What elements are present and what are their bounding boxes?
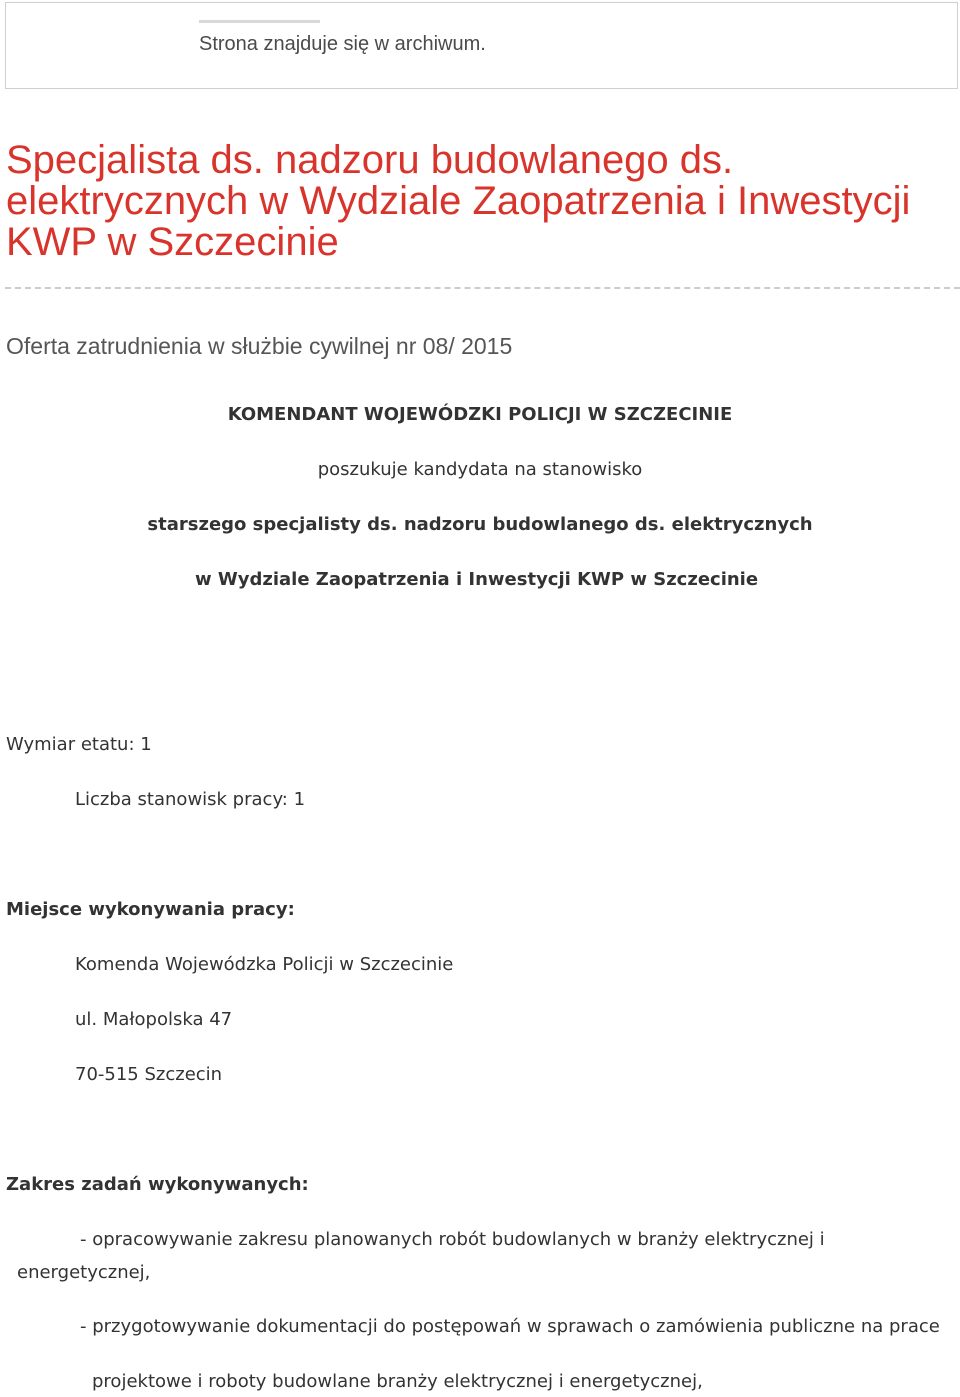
archive-notice-box [5, 2, 958, 89]
miejsce-line-3: 70-515 Szczecin [75, 1064, 223, 1085]
wymiar-etatu: Wymiar etatu: 1 [6, 734, 152, 755]
header-seeking: poszukuje kandydata na stanowisko [317, 459, 643, 480]
zakres-item-1: - opracowywanie zakresu planowanych robót budowlanych w branży elektrycznej i [80, 1229, 825, 1250]
miejsce-line-2: ul. Małopolska 47 [75, 1009, 233, 1030]
offer-subtitle: Oferta zatrudnienia w służbie cywilnej nr 08/ 2015 [6, 333, 513, 359]
zakres-item-2-cont: projektowe i roboty budowlane branży elektrycznej i energetycznej, [92, 1371, 703, 1392]
title-divider [5, 287, 960, 289]
zakres-item-1-cont: energetycznej, [17, 1262, 151, 1283]
zakres-heading: Zakres zadań wykonywanych: [6, 1174, 309, 1195]
archive-notice-text: Strona znajduje się w archiwum. [199, 33, 486, 55]
page-title: Specjalista ds. nadzoru budowlanego ds. elektrycznych w Wydziale Zaopatrzenia i Inwestycji KWP w Szczecinie [6, 138, 911, 264]
archive-notice-bar [199, 20, 320, 23]
zakres-item-2: - przygotowywanie dokumentacji do postępowań w sprawach o zamówienia publiczne na prace [80, 1316, 940, 1337]
header-employer: KOMENDANT WOJEWÓDZKI POLICJI W SZCZECINIE [227, 404, 733, 425]
header-department: w Wydziale Zaopatrzenia i Inwestycji KWP w Szczecinie [195, 569, 759, 590]
header-position: starszego specjalisty ds. nadzoru budowlanego ds. elektrycznych [147, 514, 813, 535]
miejsce-heading: Miejsce wykonywania pracy: [6, 899, 295, 920]
miejsce-line-1: Komenda Wojewódzka Policji w Szczecinie [75, 954, 454, 975]
liczba-stanowisk: Liczba stanowisk pracy: 1 [75, 789, 306, 810]
